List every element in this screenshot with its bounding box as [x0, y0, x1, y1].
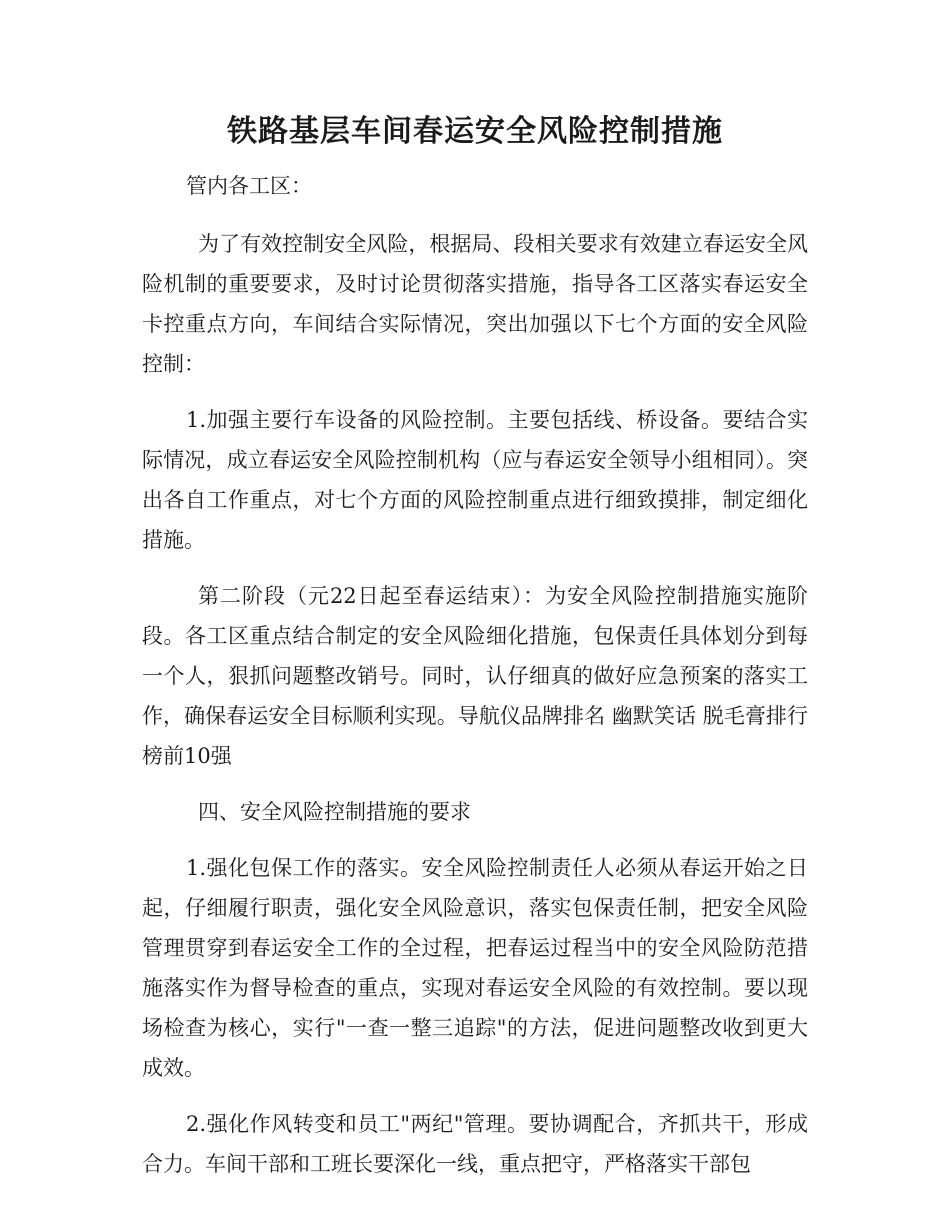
- section-heading-requirements: 四、安全风险控制措施的要求: [198, 800, 471, 824]
- paragraph-requirement-2: 2.强化作风转变和员工"两纪"管理。要协调配合，齐抓共干，形成合力。车间干部和工班长要深化一线，重点把守，严格落实干部包: [142, 1112, 808, 1176]
- paragraph-requirement-1: 1.强化包保工作的落实。安全风险控制责任人必须从春运开始之日起，仔细履行职责，强化安全风险意识，落实包保责任制，把安全风险管理贯穿到春运安全工作的全过程，把春运过程当中的安全风险防范措施落实作为督导检查的重点，实现对春运安全风险的有效控制。要以现场检查为核心，实行"一查一整三追踪"的方法，促进问题整改收到更大成效。: [142, 856, 808, 1080]
- salutation: 管内各工区：: [186, 174, 312, 198]
- paragraph-intro: 为了有效控制安全风险，根据局、段相关要求有效建立春运安全风险机制的重要要求，及时讨论贯彻落实措施，指导各工区落实春运安全卡控重点方向，车间结合实际情况，突出加强以下七个方面的安全风险控制：: [142, 232, 808, 376]
- document-body: [142, 166, 808, 1200]
- paragraph-phase-two: 第二阶段（元22日起至春运结束）：为安全风险控制措施实施阶段。各工区重点结合制定的安全风险细化措施，包保责任具体划分到每一个人，狠抓问题整改销号。同时，认仔细真的做好应急预案的落实工作，确保春运安全目标顺利实现。导航仪品牌排名 幽默笑话 脱毛膏排行榜前10强: [142, 584, 808, 768]
- paragraph-item-1: 1.加强主要行车设备的风险控制。主要包括线、桥设备。要结合实际情况，成立春运安全风险控制机构（应与春运安全领导小组相同）。突出各自工作重点，对七个方面的风险控制重点进行细致摸排，制定细化措施。: [142, 408, 808, 552]
- document-title: 铁路基层车间春运安全风险控制措施: [227, 114, 723, 149]
